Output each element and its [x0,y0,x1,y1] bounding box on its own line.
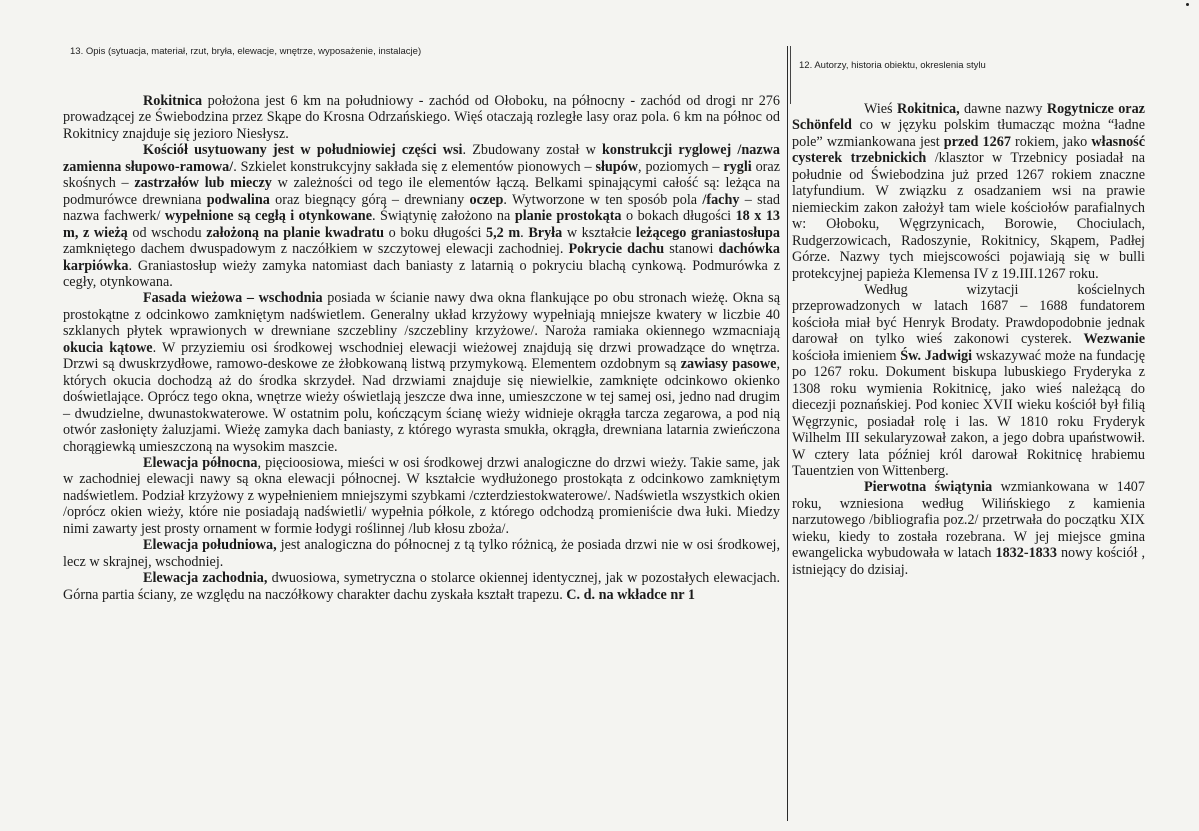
paragraph-text: o boku długości [384,224,486,241]
bold-term: słupów [595,158,639,175]
paragraph-text: . Wytworzone w ten sposób pola [503,191,703,208]
bold-term: Wezwanie [1083,331,1145,348]
bold-term: Kościół usytuowany jest w południowiej części wsi [143,142,463,159]
paragraph-text: , poziomych – [638,158,724,175]
bold-term: Rokitnica, [896,101,960,117]
bold-term: rygli [723,158,752,175]
paragraph-text: o bokach długości [621,208,736,225]
paragraph-text: co w języku polskim tłumacząc można “ładne pole” wzmiankowana jest [792,117,1145,150]
bold-term: własność cysterek trzebnickich [792,133,1145,167]
bold-term: założoną na planie kwadratu [206,224,385,241]
bold-term: przed 1267 [943,133,1011,150]
bold-term: konstrukcji ryglowej /nazwa zamienna słupowo-ramowa/ [63,142,780,175]
paragraph-west-elevation [63,570,780,603]
paragraph-location [63,93,780,142]
paragraph-text: /klasztor w Trzebnicy posiadał na południe od Świebodzina już przed 1267 rokiem znaczne latyfundium. W związku z osadzaniem wsi na prawie niemieckim zakon założył tam wiele kościołów parafialnych w: Ołoboku, Węgrzynicach, Borowie, Chociulach, Rudgerzowicach, Radoszynie, Rokitnicy, Skąpem, Padłej Górze. Nazwy tych miejscowości pojawiają się w bulli protekcyjnej papieża Klemensa IV z 19.III.1267 roku. [792,150,1145,282]
bold-term: podwalina [206,191,270,208]
paragraph-east-facade [63,290,780,455]
paragraph-text: oraz biegnący górą – drewniany [269,191,470,208]
paragraph-text: dawne nazwy [959,101,1047,117]
paragraph-text: jest analogiczna do północnej z tą tylko różnicą, że posiada drzwi nie w osi środkowej, lecz w skrajnej, wschodniej. [63,537,780,570]
paragraph-text: . Graniastosłup wieży zamyka natomiast dach baniasty z latarnią o pokryciu blachą cynkową. Podmurówka z cegły, otynkowana. [63,257,780,290]
paragraph-text: . Szkielet konstrukcyjny sakłada się z elementów pionowych – [233,158,596,175]
paragraph-text: rokiem, jako [1010,133,1092,150]
bold-term: Fasada wieżowa – wschodnia [143,290,323,307]
bold-term: Bryła [528,224,563,241]
paragraph-village-history [792,101,1145,282]
paragraph-text: . Zbudowany został w [462,142,603,159]
bold-term: Rokitnica [143,93,203,109]
bold-term: /fachy [702,191,740,208]
paragraph-text: . [520,224,529,241]
bold-term: 18 x 13 m, z wieżą [63,208,781,241]
bold-term: Pierwotna świątynia [864,479,993,496]
bold-term: Elewacja południowa, [143,537,277,554]
paragraph-text: oraz skośnych – [63,158,780,192]
bold-term: zastrzałów lub mieczy [134,175,272,192]
history-column [792,101,1145,578]
bold-term: planie prostokąta [514,208,622,225]
bold-term: zawiasy pasowe [680,356,777,373]
scan-speck [1186,3,1189,6]
paragraph-text: wskazywać może na fundację po 1267 roku. Dokument biskupa lubuskiego Fryderyka z 1308 roku wymienia Rokitnicę, jako wieś należącą do diecezji poznańskiej. Pod koniec XVII wieku kościół był filią Węgrzynic, posiadał rolę i las. W 1810 roku Fryderyk Wilhelm III sekularyzował zakon, a jego dobra upaństwowił. W cztery lata później król darował Rokitnicę hrabiemu Tauentzien von Wittenberg. [792,347,1146,479]
bold-term: 5,2 m [486,224,521,241]
paragraph-text: stanowi [664,241,719,258]
paragraph-text: . Świątynię założono na [372,208,515,225]
section-12-header: 12. Autorzy, historia obiektu, okreslenia stylu [799,60,986,71]
bold-term: Rogytnicze oraz Schönfeld [792,101,1145,134]
bold-term: Pokrycie dachu [568,241,665,258]
bold-term: Elewacja zachodnia, [143,570,268,587]
bold-term: dachówka karpiówka [63,241,781,274]
paragraph-text: w zależności od tego ile elementów łączą. Belkami spinającymi całość są: leżąca na podmurówce drewniana [63,175,780,208]
bold-term: Elewacja północna [143,454,258,471]
paragraph-text: w kształcie [562,224,636,241]
paragraph-text: Według wizytacji kościelnych przeprowadzonych w latach 1687 – 1688 fundatorem kościoła miał być Henryk Brodaty. Prawdopodobnie jednak darował on tylko wieś zakonowi cysterek. [792,281,1145,348]
paragraph-north-elevation [63,455,780,537]
paragraph-text: – stad nazwa fachwerk/ [63,191,781,225]
paragraph-south-elevation [63,537,780,570]
bold-term: oczep [469,191,504,208]
column-divider-top [790,46,791,104]
section-13-header: 13. Opis (sytuacja, materiał, rzut, bryła, elewacje, wnętrze, wyposażenie, instalacje) [70,46,422,57]
column-divider [787,46,788,821]
paragraph-text: nowy kościół , istniejący do dzisiaj. [792,545,1145,578]
bold-term: okucia kątowe [63,339,153,356]
paragraph-text: dwuosiowa, symetryczna o stolarce okiennej identycznej, jak w pozostałych elewacjach. Górna partia ściany, ze względu na naczółkowy charakter dachu zyskała kształt trapezu. [63,570,780,603]
paragraph-original-temple [792,479,1145,578]
description-column [63,93,780,603]
paragraph-text: kościoła imieniem [792,347,901,364]
paragraph-text: Wieś [864,101,897,117]
bold-term: leżącego graniastosłupa [635,224,781,241]
paragraph-text: od wschodu [127,224,207,241]
bold-term: Św. Jadwigi [900,347,973,364]
paragraph-text: położona jest 6 km na południowy - zachód od Ołoboku, na północny - zachód od drogi nr 276 prowadzącej ze Świebodzina przez Skąpe do Krosna Odrzańskiego. Więś otaczają rozległe lasy oraz pola. 6 km na północ od Rokitnicy znajduje się jezioro Niesłysz. [63,93,780,142]
bold-term: wypełnione są cegłą i otynkowane [164,208,372,225]
paragraph-text: posiada w ścianie nawy dwa okna flankujące po obu stronach wieżę. Okna są prostokątne z odcinkowo zamkniętym nadświetlem. Generalny układ krzyżowy wypełniają mniejsze kwatery w liczbie 40 szklanych płytek wprawionych w drewniane szczebliny /szczebliny krzyżowe/. Naroża ramiaka okiennego wzmacniają [63,290,780,340]
paragraph-visitations [792,282,1145,479]
paragraph-text: , których okucia dochodzą aż do środka skrzydeł. Nad drzwiami znajduje się niewielkie, zamknięte odcinkowo okienko doświetlające. Oprócz tego okna, wnętrze wieży oświetlają jeszcze dwa inne, umieszczone w tej samej osi, jedno nad drugim – dwudzielne, dwunastokwaterowe. W ostatnim polu, kończącym ścianę wieży widnieje okrągła tarcza zegarowa, a pod nią otwór zasłonięty żaluzjami. Wieżę zamyka dach baniasty, z którego wyrasta smukła, okrągła, drewniana latarnia zwieńczona chorągiewką umieszczoną na wysokim maszcie. [63,356,780,455]
bold-term: 1832-1833 [995,545,1057,562]
paragraph-text: , pięcioosiowa, mieści w osi środkowej drzwi analogiczne do drzwi wieży. Takie same, jak w zachodniej elewacji nawy są okna elewacji północnej. W kształcie wydłużonego prostokąta z odcinkowo zamkniętym nadświetlem. Podział krzyżowy z wypełnieniem mniejszymi szybkami /czterdziestokwaterowe/. Nadświetla wszystkich okien /oprócz okien wieży, które nie posiadają nadświetli/ wypełnia półkole, z którego odchodzą promieniście dwa łuki. Miedzy nimi zawarty jest prosty ornament w formie łodygi roślinnej /lub kłosu zboża/. [63,454,780,537]
paragraph-text: . W przyziemiu osi środkowej wschodniej elewacji wieżowej znajdują się drzwi prowadzące do wnętrza. Drzwi są dwuskrzydłowe, ramowo-deskowe ze żłobkowaną listwą przymykową. Elementem ozdobnym są [63,339,780,373]
paragraph-construction [63,142,780,290]
paragraph-text: zamkniętego dachem dwuspadowym z naczółkiem w szczytowej elewacji zachodniej. [63,241,569,258]
continuation-note: C. d. na wkładce nr 1 [566,586,695,603]
paragraph-text: wzmiankowana w 1407 roku, wzniesiona według Wilińskiego z kamienia narzutowego /bibliografia poz.2/ przetrwała do początku XIX wieku, kiedy to została rozebrana. W jej miejsce gmina ewangelicka wybudowała w latach [792,479,1145,562]
